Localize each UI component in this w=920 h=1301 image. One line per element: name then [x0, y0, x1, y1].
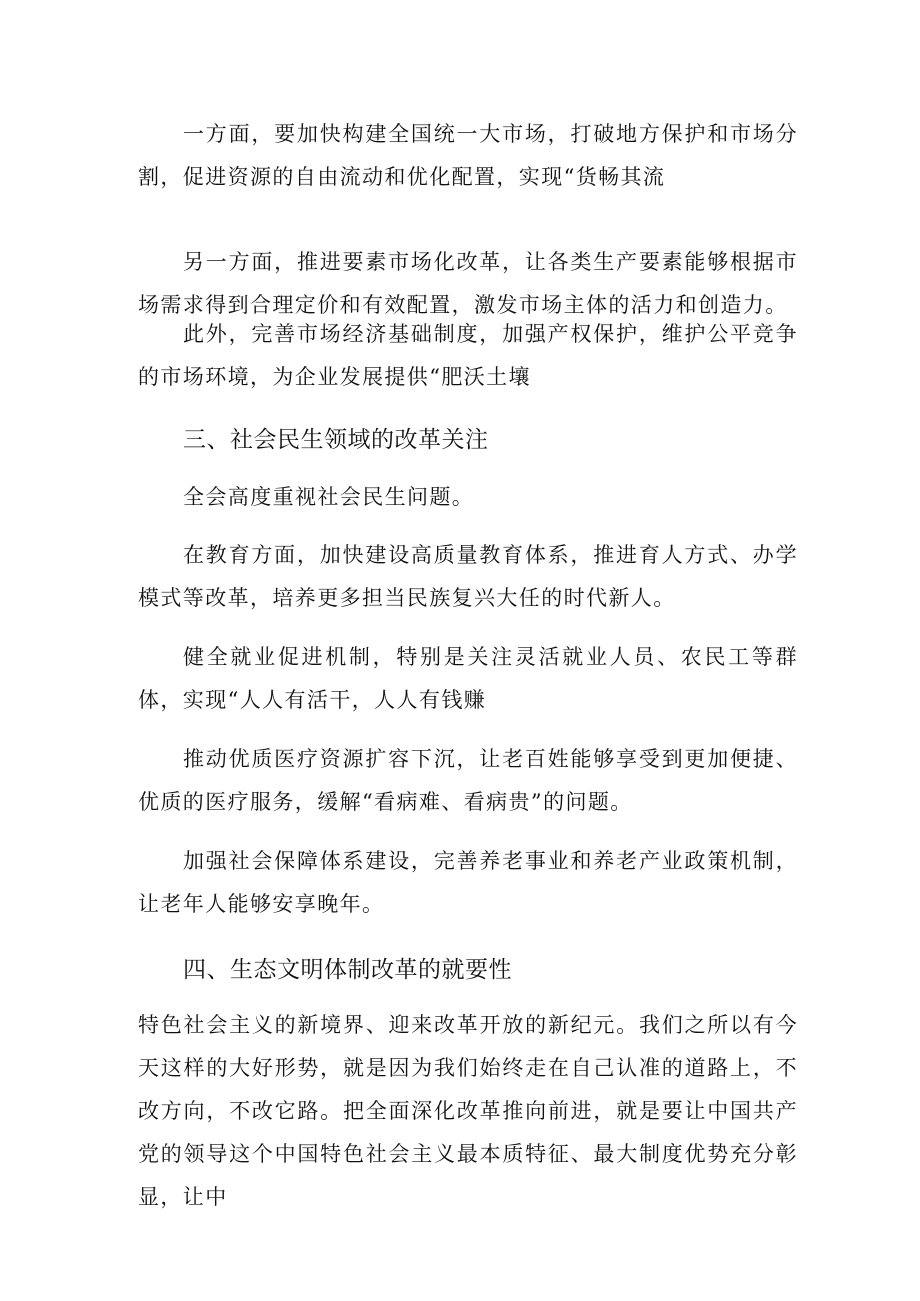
paragraph-healthcare: 推动优质医疗资源扩容下沉，让老百姓能够享受到更加便捷、优质的医疗服务，缓解“看病难、看病贵”的问题。 — [138, 747, 798, 814]
section-heading-3: 三、社会民生领域的改革关注 — [183, 427, 489, 453]
paragraph-factor-market: 另一方面，推进要素市场化改革，让各类生产要素能够根据市场需求得到合理定价和有效配置，激发市场主体的活力和创造力。 — [138, 250, 798, 317]
paragraph-reform-significance: 特色社会主义的新境界、迎来改革开放的新纪元。我们之所以有今天这样的大好形势，就是因为我们始终走在自己认准的道路上，不改方向，不改它路。把全面深化改革推向前进，就是要让中国共产党的领导这个中国特色社会主义最本质特征、最大制度优势充分彰显，让中 — [138, 1013, 798, 1209]
paragraph-education: 在教育方面，加快建设高质量教育体系，推进育人方式、办学模式等改革，培养更多担当民族复兴大任的时代新人。 — [138, 543, 798, 610]
paragraph-livelihood-intro: 全会高度重视社会民生问题。 — [183, 485, 475, 509]
section-heading-4: 四、生态文明体制改革的就要性 — [183, 957, 512, 983]
paragraph-social-security: 加强社会保障体系建设，完善养老事业和养老产业政策机制，让老年人能够安享晚年。 — [138, 849, 798, 916]
paragraph-unified-market: 一方面，要加快构建全国统一大市场，打破地方保护和市场分割，促进资源的自由流动和优化配置，实现“货畅其流 — [138, 122, 798, 189]
paragraph-employment: 健全就业促进机制，特别是关注灵活就业人员、农民工等群体，实现“人人有活干，人人有钱赚 — [138, 645, 798, 712]
paragraph-market-environment: 此外，完善市场经济基础制度，加强产权保护，维护公平竞争的市场环境，为企业发展提供“肥沃土壤 — [138, 322, 798, 389]
